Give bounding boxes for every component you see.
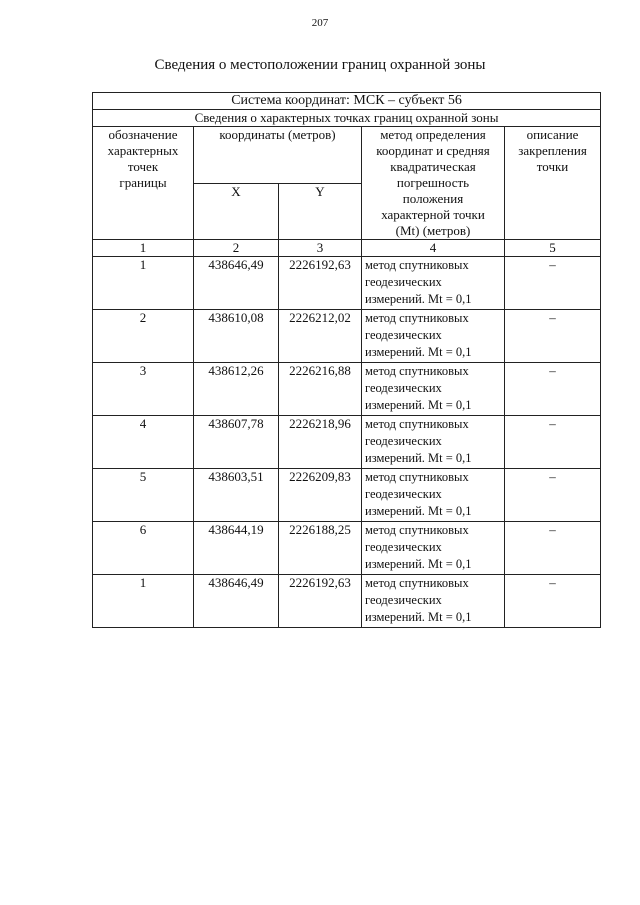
method-cell [362,363,505,416]
x-coordinate-cell: 438646,49 [194,257,279,310]
header-coordinates: координаты (метров) [194,127,362,184]
x-coordinate-cell: 438610,08 [194,310,279,363]
method-cell [362,257,505,310]
header-method-line: (Mt) (метров) [395,223,471,238]
header-method-line: погрешность [396,175,470,190]
point-number-cell: 3 [93,363,194,416]
y-coordinate-cell: 2226192,63 [279,257,362,310]
header-row-1 [93,127,601,184]
table-row [93,310,601,363]
header-method-line: квадратическая [390,159,476,174]
x-coordinate-cell: 438603,51 [194,469,279,522]
description-cell: – [505,416,601,469]
method-cell [362,469,505,522]
header-designation-line: обозначение [108,127,178,142]
y-coordinate-cell: 2226212,02 [279,310,362,363]
method-cell [362,522,505,575]
column-number: 1 [93,240,194,257]
method-line: геодезических [365,275,442,289]
header-description [505,127,601,240]
description-cell: – [505,257,601,310]
method-cell [362,310,505,363]
y-coordinate-cell: 2226218,96 [279,416,362,469]
description-cell: – [505,469,601,522]
description-cell: – [505,363,601,416]
method-line: измерений. Mt = 0,1 [365,292,472,306]
table-row [93,522,601,575]
method-line: метод спутниковых [365,470,469,484]
method-line: геодезических [365,540,442,554]
method-line: метод спутниковых [365,364,469,378]
method-line: измерений. Mt = 0,1 [365,398,472,412]
header-designation [93,127,194,240]
method-line: метод спутниковых [365,258,469,272]
table-row [93,257,601,310]
method-line: метод спутниковых [365,576,469,590]
table-row [93,469,601,522]
method-line: метод спутниковых [365,417,469,431]
y-coordinate-cell: 2226192,63 [279,575,362,628]
page-number: 207 [311,17,329,29]
point-number-cell: 4 [93,416,194,469]
description-cell: – [505,522,601,575]
method-line: измерений. Mt = 0,1 [365,504,472,518]
x-coordinate-cell: 438607,78 [194,416,279,469]
column-number: 5 [505,240,601,257]
header-method [362,127,505,240]
boundary-points-table [92,92,601,628]
method-line: геодезических [365,487,442,501]
header-method-line: метод определения [380,127,486,142]
point-number-cell: 6 [93,522,194,575]
coordinate-system-row [93,93,601,110]
column-number: 2 [194,240,279,257]
description-cell: – [505,575,601,628]
header-designation-line: характерных [107,143,179,158]
method-line: измерений. Mt = 0,1 [365,345,472,359]
column-number: 3 [279,240,362,257]
method-line: измерений. Mt = 0,1 [365,451,472,465]
method-line: метод спутниковых [365,523,469,537]
column-number: 4 [362,240,505,257]
header-y: Y [279,183,362,240]
method-line: геодезических [365,434,442,448]
header-method-line: положения [402,191,464,206]
column-numbers-row [93,240,601,257]
method-line: измерений. Mt = 0,1 [365,557,472,571]
coordinate-system-cell: Система координат: МСК – субъект 56 [93,93,601,110]
method-cell [362,416,505,469]
x-coordinate-cell: 438644,19 [194,522,279,575]
y-coordinate-cell: 2226209,83 [279,469,362,522]
header-description-line: закрепления [518,143,587,158]
header-designation-line: точек [127,159,159,174]
method-line: геодезических [365,381,442,395]
y-coordinate-cell: 2226216,88 [279,363,362,416]
point-number-cell: 1 [93,575,194,628]
header-description-line: описание [526,127,579,142]
document-title: Сведения о местоположении границ охранной зоны [154,57,486,73]
header-method-line: координат и средняя [376,143,490,158]
point-number-cell: 5 [93,469,194,522]
description-cell: – [505,310,601,363]
method-line: геодезических [365,593,442,607]
method-line: метод спутниковых [365,311,469,325]
point-number-cell: 2 [93,310,194,363]
method-line: измерений. Mt = 0,1 [365,610,472,624]
header-designation-line: границы [119,175,167,190]
point-number-cell: 1 [93,257,194,310]
table-subtitle-cell: Сведения о характерных точках границ охранной зоны [93,110,601,127]
header-x: X [194,183,279,240]
x-coordinate-cell: 438646,49 [194,575,279,628]
header-description-line: точки [536,159,569,174]
table-row [93,416,601,469]
method-cell [362,575,505,628]
table-subtitle-row [93,110,601,127]
table-row [93,575,601,628]
table-row [93,363,601,416]
header-method-line: характерной точки [381,207,485,222]
y-coordinate-cell: 2226188,25 [279,522,362,575]
method-line: геодезических [365,328,442,342]
x-coordinate-cell: 438612,26 [194,363,279,416]
